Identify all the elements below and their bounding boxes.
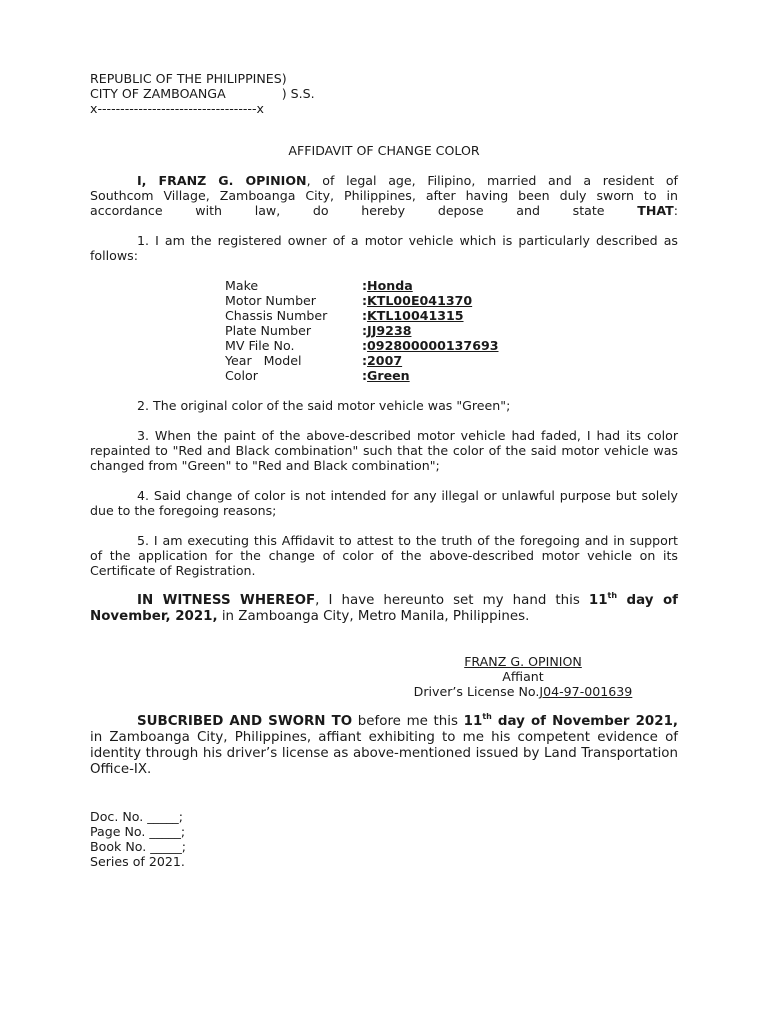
detail-row: Motor Number :KTL00E041370	[225, 293, 473, 308]
header-republic: REPUBLIC OF THE PHILIPPINES)	[90, 71, 287, 86]
detail-row: Year Model :2007	[225, 353, 403, 368]
paragraph-5: 5. I am executing this Affidavit to attest to the truth of the foregoing and in support of the application for the change of color of the above-described motor vehicle on its Certificate of Registration.	[90, 533, 678, 578]
detail-row: MV File No. :092800000137693	[225, 338, 499, 353]
witness-paragraph: IN WITNESS WHEREOF, I have hereunto set my hand this 11th day of November, 2021, in Zamboanga City, Metro Manila, Philippines.	[90, 591, 678, 624]
signature-block: FRANZ G. OPINION Affiant Driver’s License No.J04-97-001639	[390, 654, 656, 699]
jurat-paragraph: SUBCRIBED AND SWORN TO before me this 11th day of November 2021, in Zamboanga City, Philippines, affiant exhibiting to me his competent evidence of identity through his driver’s license as above-mentioned issued by Land Transportation Office-IX.	[90, 712, 678, 777]
vehicle-details	[225, 278, 678, 383]
intro-paragraph: I, FRANZ G. OPINION, of legal age, Filipino, married and a resident of Southcom Village, Zamboanga City, Philippines, after having been duly sworn to in accordance with law, do hereby depose and state THAT:	[90, 173, 678, 218]
detail-row: Color :Green	[225, 368, 410, 383]
paragraph-2: 2. The original color of the said motor vehicle was "Green";	[137, 398, 511, 413]
page-number: Page No. _____;	[90, 824, 186, 839]
affiant-name: I, FRANZ G. OPINION	[137, 173, 307, 188]
license-number: J04-97-001639	[539, 684, 633, 699]
detail-row: Chassis Number :KTL10041315	[225, 308, 464, 323]
book-number: Book No. _____;	[90, 839, 186, 854]
header-city: CITY OF ZAMBOANGA ) S.S.	[90, 86, 315, 101]
affidavit-document	[90, 71, 678, 869]
document-title: AFFIDAVIT OF CHANGE COLOR	[288, 143, 480, 158]
doc-number: Doc. No. _____;	[90, 809, 183, 824]
paragraph-1: 1. I am the registered owner of a motor vehicle which is particularly described as follows:	[90, 233, 678, 263]
paragraph-4: 4. Said change of color is not intended for any illegal or unlawful purpose but solely due to the foregoing reasons;	[90, 488, 678, 518]
header-divider: x-----------------------------------x	[90, 101, 264, 116]
detail-row: Plate Number :JJ9238	[225, 323, 412, 338]
series-year: Series of 2021.	[90, 854, 185, 869]
signatory-name: FRANZ G. OPINION	[464, 654, 582, 669]
paragraph-3: 3. When the paint of the above-described motor vehicle had faded, I had its color repainted to "Red and Black combination" such that the color of the said motor vehicle was changed from "Green" to "Red and Black combination";	[90, 428, 678, 473]
venue-header	[90, 71, 678, 116]
detail-row: Make :Honda	[225, 278, 413, 293]
signatory-role: Affiant	[502, 669, 544, 684]
notarial-register	[90, 809, 678, 869]
